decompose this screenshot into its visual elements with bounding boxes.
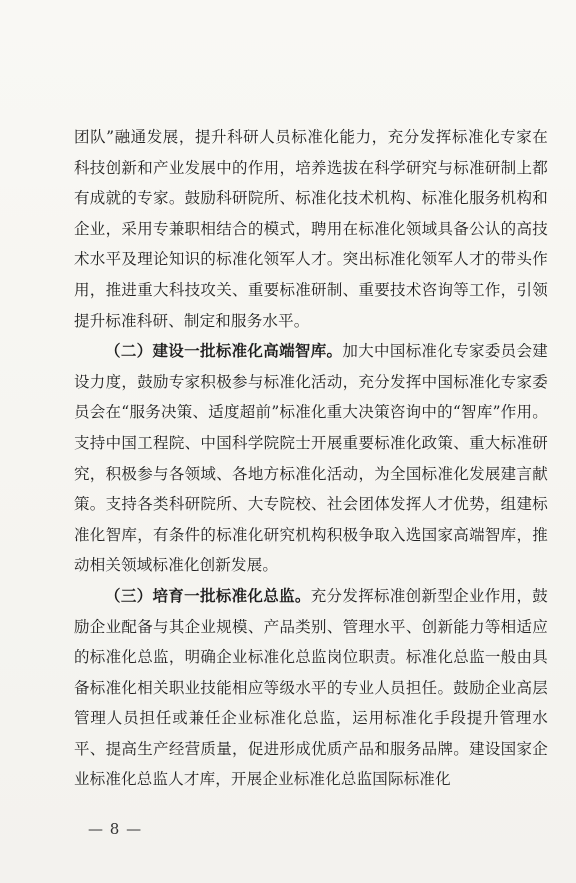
paragraph-2 — [74, 336, 548, 581]
paragraph-3 — [74, 581, 548, 795]
page-number: — 8 — — [88, 820, 143, 838]
paragraph-2-text: 加大中国标准化专家委员会建设力度，鼓励专家积极参与标准化活动，充分发挥中国标准化专家委员会在“服务决策、适度超前”标准化重大决策咨询中的“智库”作用。支持中国工程院、中国科学院院士开展重要标准化政策、重大标准研究，积极参与各领域、各地方标准化活动，为全国标准化发展建言献策。支持各类科研院所、大专院校、社会团体发挥人才优势，组建标准化智库，有条件的标准化研究机构积极争取入选国家高端智库，推动相关领域标准化创新发展。 — [74, 342, 548, 575]
document-body — [74, 122, 548, 795]
paragraph-3-lead: （三）培育一批标准化总监。 — [105, 585, 311, 605]
paragraph-1 — [74, 122, 548, 336]
paragraph-3-text: 充分发挥标准创新型企业作用，鼓励企业配备与其企业规模、产品类别、管理水平、创新能力等相适应的标准化总监，明确企业标准化总监岗位职责。标准化总监一般由具备标准化相关职业技能相应等级水平的专业人员担任。鼓励企业高层管理人员担任或兼任企业标准化总监，运用标准化手段提升管理水平、提高生产经营质量，促进形成优质产品和服务品牌。建设国家企业标准化总监人才库，开展企业标准化总监国际标准化 — [74, 586, 548, 789]
paragraph-1-text: 团队”融通发展，提升科研人员标准化能力，充分发挥标准化专家在科技创新和产业发展中的作用，培养选拔在科学研究与标准研制上都有成就的专家。鼓励科研院所、标准化技术机构、标准化服务机构和企业，采用专兼职相结合的模式，聘用在标准化领域具备公认的高技术水平及理论知识的标准化领军人才。突出标准化领军人才的带头作用，推进重大科技攻关、重要标准研制、重要技术咨询等工作，引领提升标准科研、制定和服务水平。 — [74, 128, 548, 330]
paragraph-2-lead: （二）建设一批标准化高端智库。 — [105, 341, 343, 361]
